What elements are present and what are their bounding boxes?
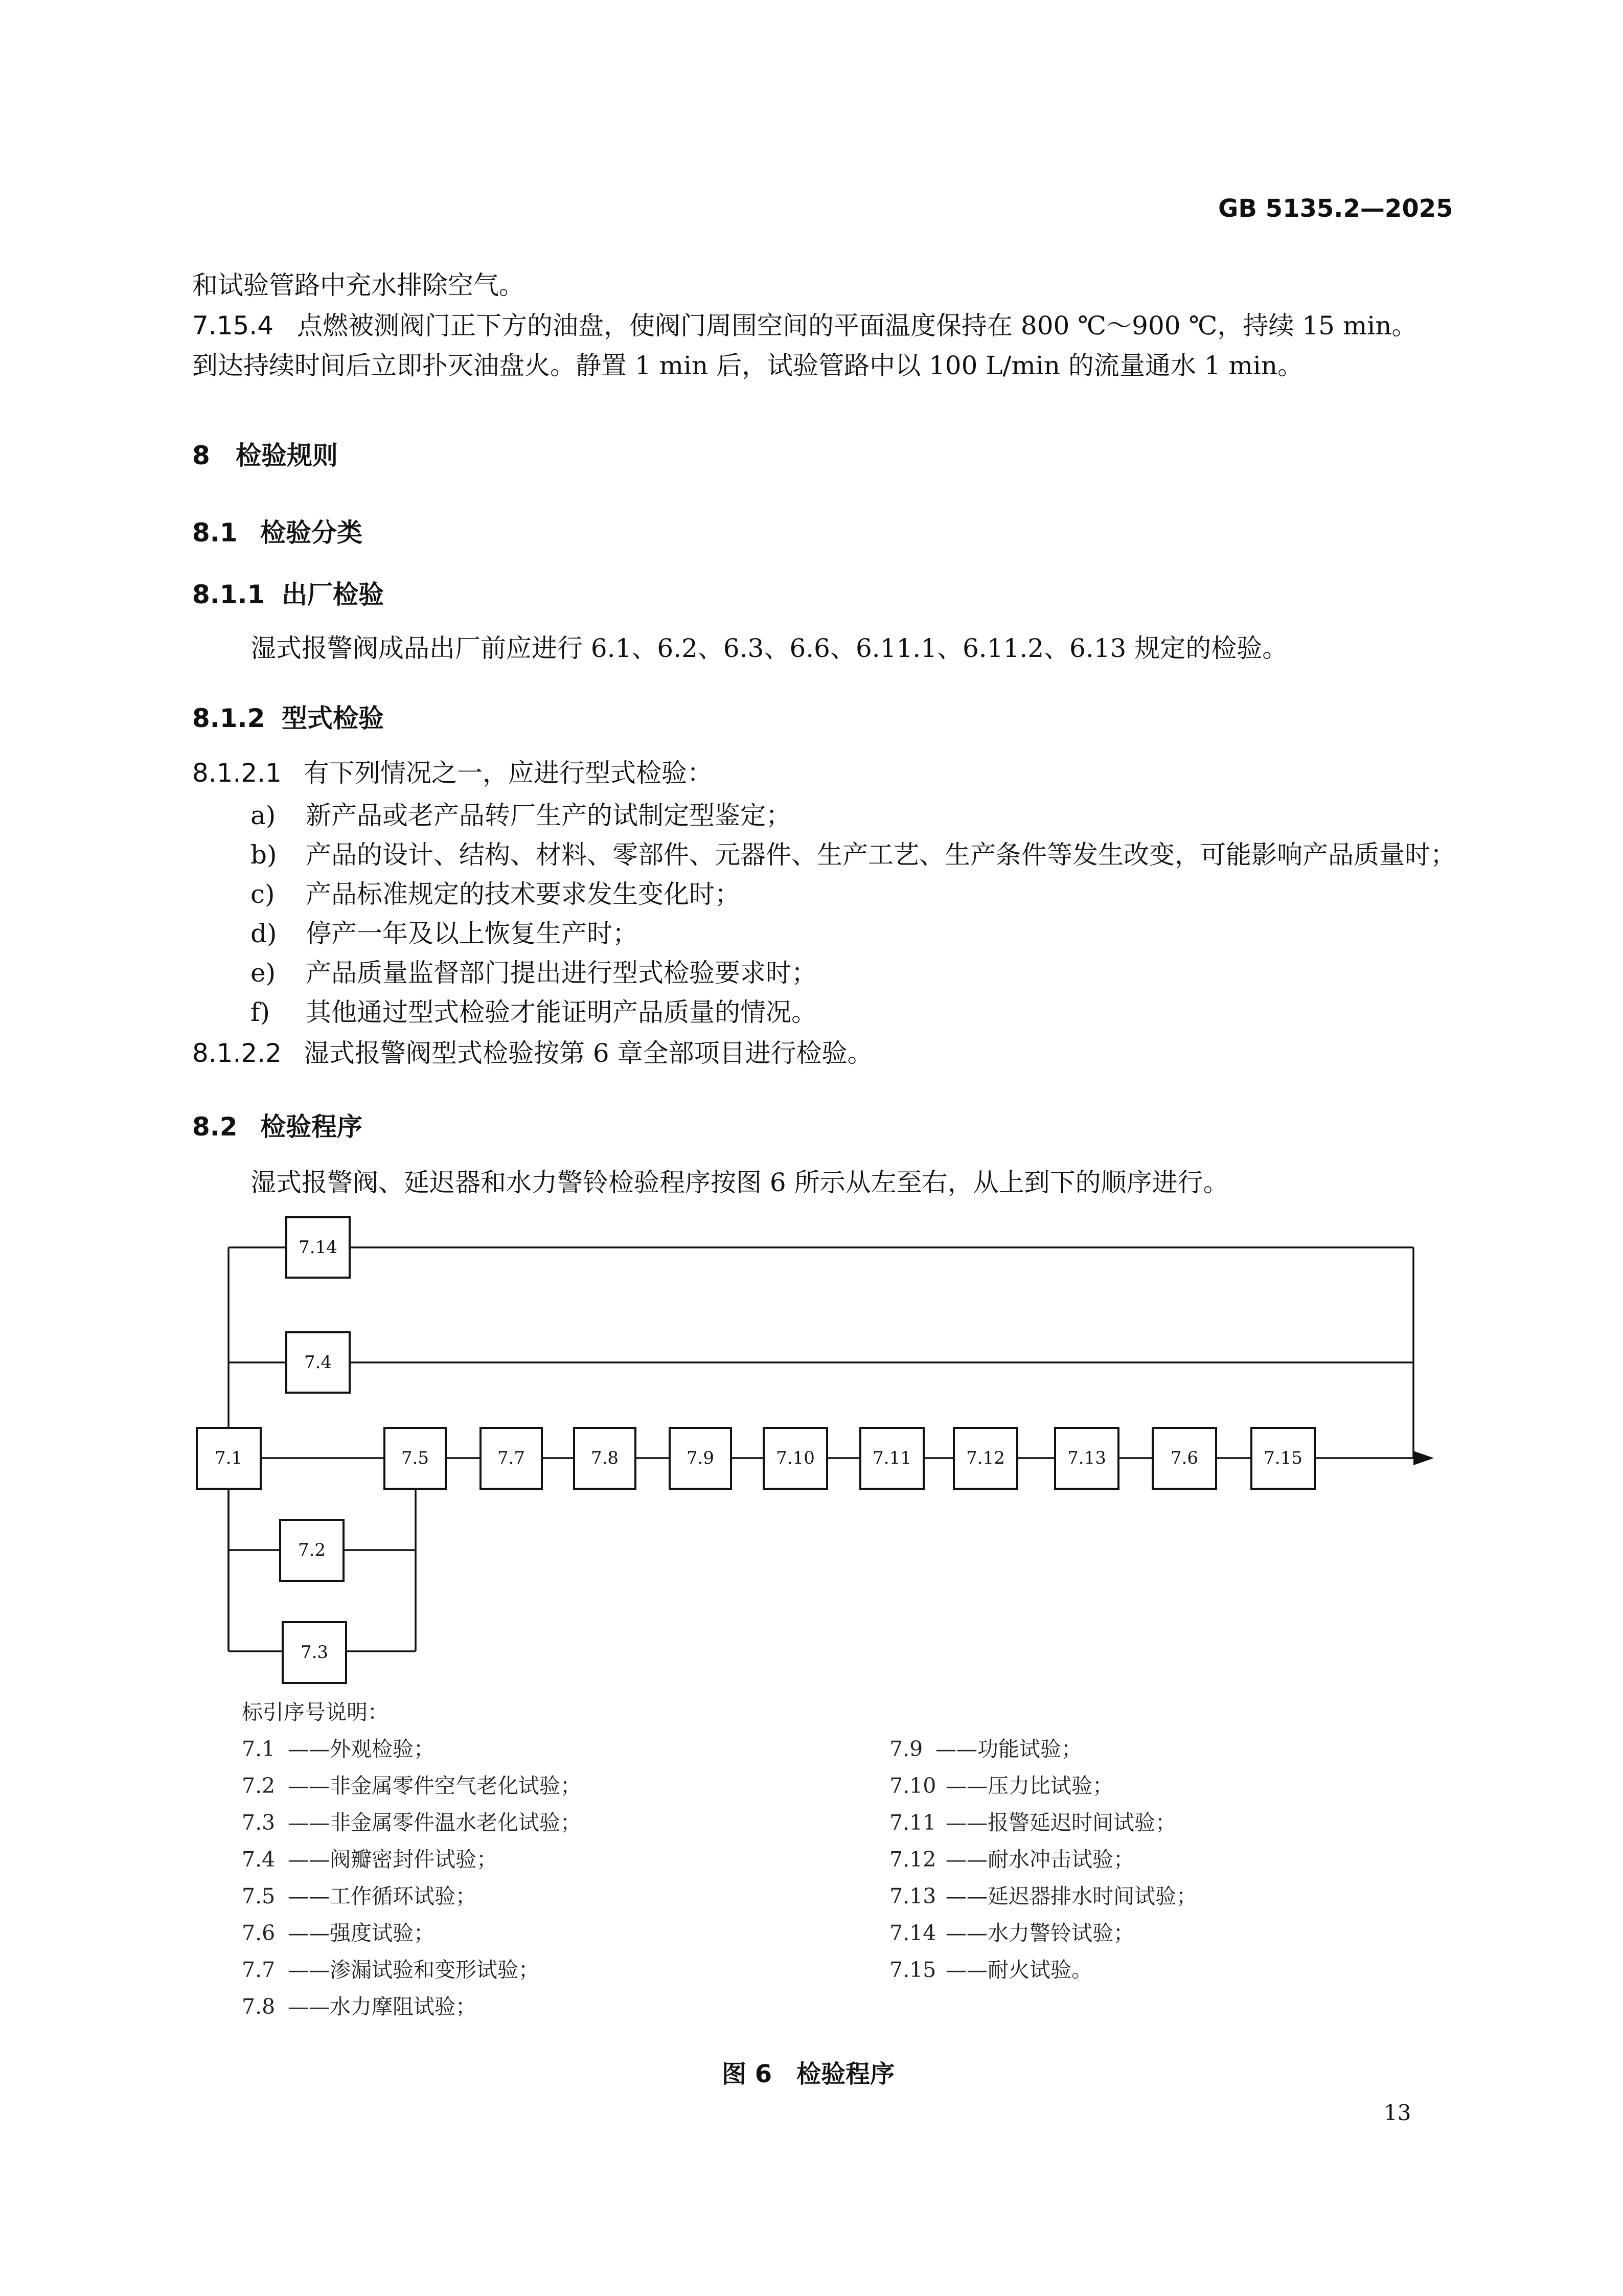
legend-item bbox=[889, 1843, 1134, 1873]
box-label: 7.9 bbox=[686, 1448, 715, 1468]
section-title: 检验规则 bbox=[236, 441, 338, 470]
legend-text: ——外观检验； bbox=[288, 1737, 435, 1761]
box-7-3 bbox=[283, 1622, 346, 1683]
continuation-line: 和试验管路中充水排除空气。 bbox=[192, 270, 524, 300]
section-number: 8 bbox=[192, 441, 210, 470]
legend-text: ——延迟器排水时间试验； bbox=[946, 1884, 1197, 1908]
legend-item bbox=[889, 1769, 1113, 1799]
clause-number: 8.1.2.2 bbox=[192, 1038, 282, 1068]
legend-number: 7.8 bbox=[242, 1994, 276, 2019]
legend-number: 7.10 bbox=[889, 1774, 936, 1798]
figure-caption: 图 6 检验程序 bbox=[722, 2060, 895, 2088]
clause-number: 7.15.4 bbox=[192, 311, 274, 340]
legend-item bbox=[242, 1953, 539, 1983]
arrow-head bbox=[1413, 1451, 1434, 1465]
box-7-11 bbox=[860, 1428, 924, 1489]
box-label: 7.14 bbox=[299, 1237, 337, 1258]
legend-text: ——报警延迟时间试验； bbox=[946, 1810, 1176, 1835]
clause-text: 点燃被测阀门正下方的油盘，使阀门周围空间的平面温度保持在 800 ℃～900 ℃，持续 15 min。 bbox=[297, 311, 1418, 340]
legend-number: 7.7 bbox=[242, 1958, 276, 1982]
box-label: 7.2 bbox=[298, 1540, 326, 1560]
box-7-12 bbox=[954, 1428, 1017, 1489]
box-7-6 bbox=[1153, 1428, 1216, 1489]
legend-item bbox=[242, 1732, 435, 1762]
legend-number: 7.6 bbox=[242, 1921, 276, 1945]
clause-7-15-4-continuation: 到达持续时间后立即扑灭油盘火。静置 1 min 后，试验管路中以 100 L/min 的流量通水 1 min。 bbox=[192, 351, 1304, 380]
legend-text: ——非金属零件温水老化试验； bbox=[288, 1810, 581, 1835]
standard-number: GB 5135.2—2025 bbox=[1218, 194, 1453, 223]
section-number: 8.2 bbox=[192, 1112, 238, 1142]
legend-item bbox=[242, 1879, 476, 1909]
box-label: 7.10 bbox=[776, 1448, 815, 1468]
list-text: 产品标准规定的技术要求发生变化时； bbox=[306, 879, 740, 909]
box-label: 7.1 bbox=[214, 1448, 243, 1468]
legend-title: 标引序号说明： bbox=[242, 1700, 388, 1724]
box-label: 7.6 bbox=[1170, 1448, 1199, 1468]
box-label: 7.12 bbox=[966, 1448, 1005, 1468]
box-7-14 bbox=[286, 1217, 350, 1278]
list-text: 其他通过型式检验才能证明产品质量的情况。 bbox=[306, 997, 817, 1027]
legend-item bbox=[889, 1732, 1082, 1762]
legend-number: 7.12 bbox=[889, 1847, 936, 1872]
legend-text: ——阀瓣密封件试验； bbox=[288, 1847, 497, 1872]
section-number: 8.1.2 bbox=[192, 703, 265, 733]
box-label: 7.7 bbox=[497, 1448, 525, 1468]
list-marker: a) bbox=[250, 801, 276, 830]
legend-text: ——压力比试验； bbox=[946, 1774, 1113, 1798]
list-marker: f) bbox=[250, 997, 270, 1027]
legend-text: ——渗漏试验和变形试验； bbox=[288, 1958, 539, 1982]
section-title: 检验分类 bbox=[260, 518, 362, 548]
legend-text: ——功能试验； bbox=[935, 1737, 1082, 1761]
list-text: 产品质量监督部门提出进行型式检验要求时； bbox=[306, 958, 817, 988]
list-marker: b) bbox=[250, 840, 277, 870]
list-marker: c) bbox=[250, 879, 275, 909]
list-marker: e) bbox=[250, 958, 276, 988]
clause-number: 8.1.2.1 bbox=[192, 758, 282, 788]
legend-text: ——水力摩阻试验； bbox=[288, 1994, 476, 2019]
legend-item bbox=[889, 1806, 1176, 1836]
box-7-7 bbox=[481, 1428, 542, 1489]
legend-item bbox=[242, 1806, 581, 1836]
section-title: 检验程序 bbox=[260, 1112, 362, 1142]
legend-number: 7.15 bbox=[889, 1958, 936, 1982]
box-label: 7.11 bbox=[873, 1448, 911, 1468]
box-label: 7.5 bbox=[401, 1448, 429, 1468]
box-label: 7.3 bbox=[300, 1642, 329, 1663]
section-title: 出厂检验 bbox=[282, 580, 384, 609]
legend-number: 7.4 bbox=[242, 1847, 276, 1872]
page-number: 13 bbox=[1384, 2100, 1411, 2125]
list-text: 产品的设计、结构、材料、零部件、元器件、生产工艺、生产条件等发生改变，可能影响产品质量时； bbox=[306, 840, 1456, 870]
box-7-13 bbox=[1055, 1428, 1118, 1489]
list-marker: d) bbox=[250, 919, 277, 948]
legend-text: ——强度试验； bbox=[288, 1921, 435, 1945]
section-number: 8.1 bbox=[192, 518, 238, 548]
legend-text: ——耐水冲击试验； bbox=[946, 1847, 1134, 1872]
legend-text: ——工作循环试验； bbox=[288, 1884, 476, 1908]
legend-item bbox=[889, 1879, 1197, 1909]
legend-item bbox=[242, 1843, 497, 1873]
list-text: 停产一年及以上恢复生产时； bbox=[306, 919, 638, 948]
section-number: 8.1.1 bbox=[192, 580, 265, 609]
clause-text: 有下列情况之一，应进行型式检验： bbox=[304, 758, 713, 788]
box-7-2 bbox=[280, 1520, 344, 1581]
legend-text: ——耐火试验。 bbox=[946, 1958, 1092, 1982]
box-label: 7.4 bbox=[304, 1352, 332, 1373]
box-label: 7.13 bbox=[1067, 1448, 1106, 1468]
legend-number: 7.14 bbox=[889, 1921, 936, 1945]
legend-text: ——非金属零件空气老化试验； bbox=[288, 1774, 581, 1798]
clause-text: 湿式报警阀型式检验按第 6 章全部项目进行检验。 bbox=[304, 1038, 873, 1068]
box-7-15 bbox=[1251, 1428, 1315, 1489]
legend-number: 7.1 bbox=[242, 1737, 276, 1761]
legend-number: 7.13 bbox=[889, 1884, 936, 1908]
box-7-4 bbox=[286, 1332, 350, 1393]
list-text: 新产品或老产品转厂生产的试制定型鉴定； bbox=[306, 801, 791, 830]
factory-inspection-text: 湿式报警阀成品出厂前应进行 6.1、6.2、6.3、6.6、6.11.1、6.11.2、6.13 规定的检验。 bbox=[250, 633, 1288, 663]
legend-number: 7.2 bbox=[242, 1774, 276, 1798]
legend-item bbox=[889, 1916, 1134, 1946]
box-7-9 bbox=[670, 1428, 731, 1489]
legend-number: 7.9 bbox=[889, 1737, 923, 1761]
box-7-10 bbox=[764, 1428, 827, 1489]
legend-number: 7.11 bbox=[889, 1810, 936, 1835]
procedure-text: 湿式报警阀、延迟器和水力警铃检验程序按图 6 所示从左至右，从上到下的顺序进行。 bbox=[250, 1168, 1229, 1197]
box-label: 7.8 bbox=[590, 1448, 619, 1468]
box-7-8 bbox=[574, 1428, 635, 1489]
section-title: 型式检验 bbox=[282, 703, 384, 733]
legend-number: 7.5 bbox=[242, 1884, 276, 1908]
box-7-1 bbox=[197, 1428, 261, 1489]
legend-text: ——水力警铃试验； bbox=[946, 1921, 1134, 1945]
legend-item bbox=[889, 1953, 1092, 1983]
legend-item bbox=[242, 1769, 581, 1799]
legend-item bbox=[242, 1990, 476, 2020]
box-7-5 bbox=[384, 1428, 446, 1489]
legend-item bbox=[242, 1916, 435, 1946]
legend-number: 7.3 bbox=[242, 1810, 276, 1835]
box-label: 7.15 bbox=[1264, 1448, 1302, 1468]
